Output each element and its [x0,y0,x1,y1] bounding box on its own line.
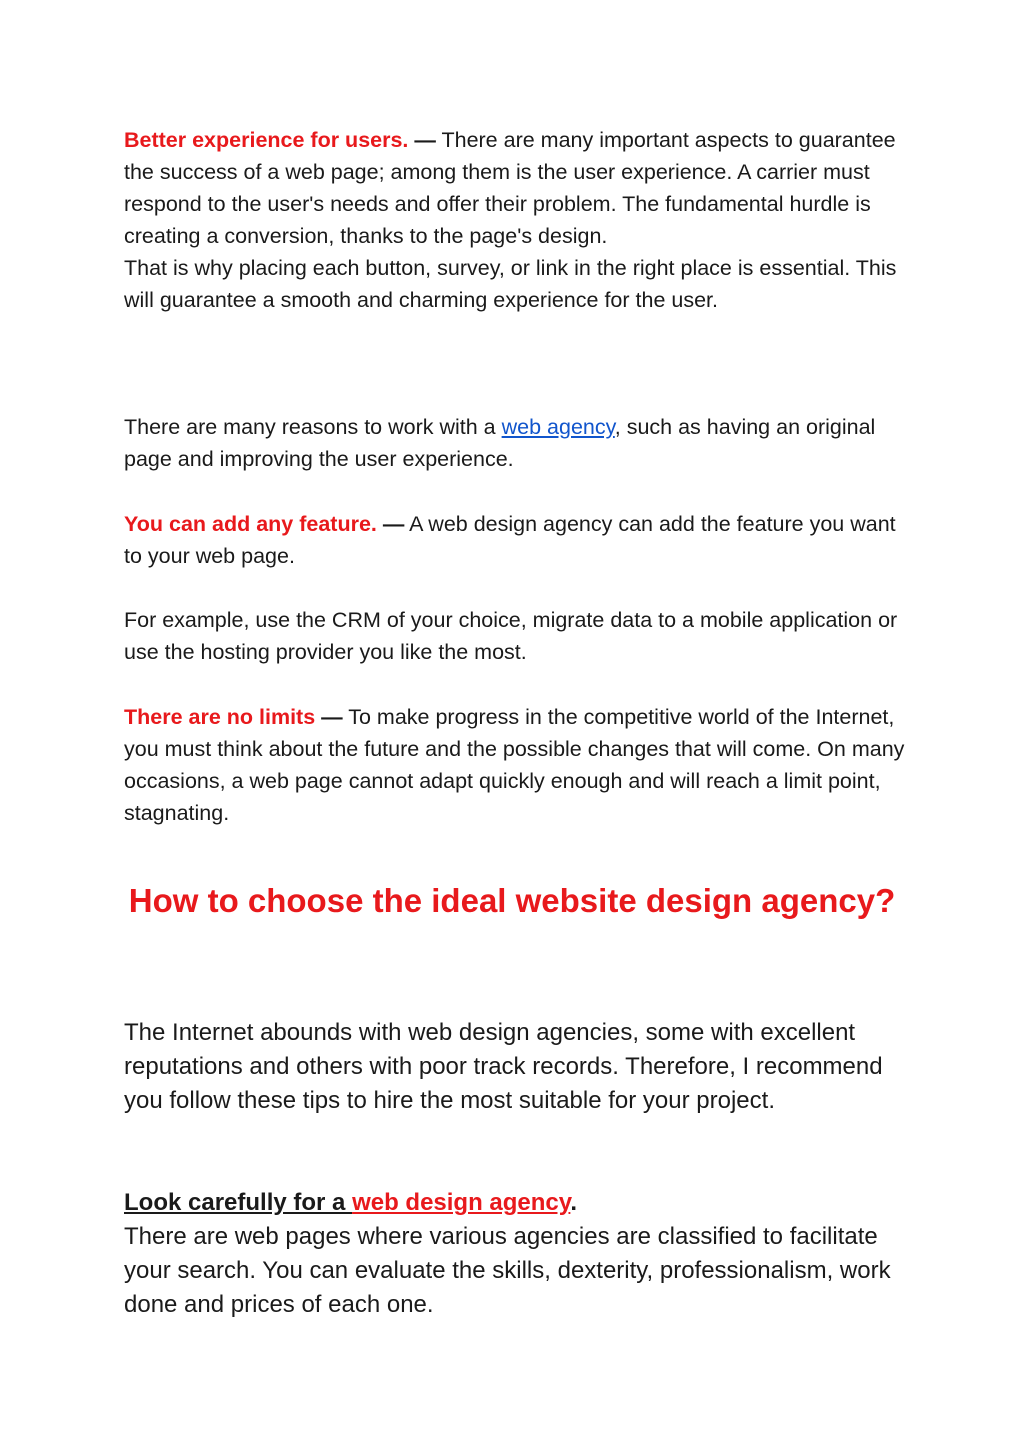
paragraph-text: There are many reasons to work with a [124,415,502,439]
paragraph-look-carefully [124,1186,914,1322]
em-dash: — [414,128,436,152]
subheading-text: Look carefully for a [124,1189,353,1216]
subheading-add-feature: You can add any feature. [124,512,377,536]
subheading-look-carefully [124,1186,914,1220]
paragraph-reasons [124,411,914,475]
paragraph-text: There are web pages where various agencies are classified to facilitate your search. You can evaluate the skills, dexterity, professionalism, work done and prices of each one. [124,1223,891,1318]
paragraph-no-limits [124,701,914,829]
paragraph-better-experience [124,124,914,316]
paragraph-text: To make progress in the competitive world of the Internet, you must think about the future and the possible changes that will come. On many occasions, a web page cannot adapt quickly enough and will reach a limit point, stagnating. [124,705,905,825]
section-heading: How to choose the ideal website design agency? [128,882,896,919]
em-dash: — [382,512,405,536]
paragraph-text: The Internet abounds with web design agencies, some with excellent reputations and others with poor track records. Therefore, I recommend you follow these tips to hire the most suitable for your project. [124,1019,883,1114]
em-dash: — [321,705,343,729]
paragraph-example [124,604,914,668]
paragraph-add-feature [124,508,914,572]
web-agency-link[interactable]: web agency [501,415,615,439]
paragraph-text: A web design agency can add the feature you want to your web page. [124,512,896,568]
paragraph-internet-abounds [124,1016,914,1118]
subheading-better-experience: Better experience for users. [124,128,409,152]
paragraph-text: , such as having an original page and improving the user experience. [124,415,876,471]
paragraph-text: For example, use the CRM of your choice, migrate data to a mobile application or use the hosting provider you like the most. [124,608,898,664]
subheading-period: . [570,1189,578,1216]
paragraph-text: That is why placing each button, survey, or link in the right place is essential. This will guarantee a smooth and charming experience for the user. [124,256,897,312]
subheading-no-limits: There are no limits [124,705,316,729]
web-design-agency-link[interactable]: web design agency [352,1189,571,1216]
paragraph-text: There are many important aspects to guarantee the success of a web page; among them is the user experience. A carrier must respond to the user's needs and offer their problem. The fundamental hurdle is creating a conversion, thanks to the page's design. [124,128,896,248]
